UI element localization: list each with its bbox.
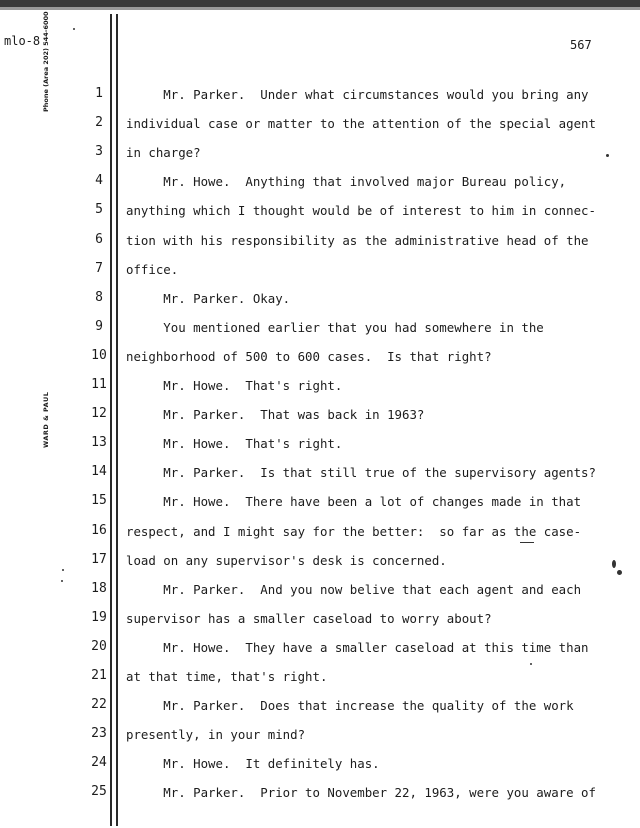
transcript-line: load on any supervisor's desk is concerned.	[126, 553, 447, 568]
line-number: 7	[95, 261, 103, 276]
transcript-line: anything which I thought would be of interest to him in connec-	[126, 203, 596, 218]
page-id: mlo-8	[4, 34, 41, 48]
transcript-line: Mr. Parker. Does that increase the quality of the work	[126, 698, 574, 713]
scan-top-edge	[0, 0, 640, 7]
line-number: 14	[91, 464, 107, 479]
transcript-line: Mr. Parker. Is that still true of the supervisory agents?	[126, 465, 596, 480]
transcript-line: at that time, that's right.	[126, 669, 328, 684]
line-number: 1	[95, 86, 103, 101]
line-number: 2	[95, 115, 103, 130]
transcript-line: individual case or matter to the attention of the special agent	[126, 116, 596, 131]
line-number: 8	[95, 290, 103, 305]
scan-speck	[73, 28, 75, 30]
line-number: 15	[91, 493, 107, 508]
line-number: 22	[91, 697, 107, 712]
transcript-line: Mr. Howe. It definitely has.	[126, 756, 380, 771]
line-number: 4	[95, 173, 103, 188]
line-number: 6	[95, 232, 103, 247]
line-number: 19	[91, 610, 107, 625]
transcript-line: Mr. Howe. That's right.	[126, 436, 343, 451]
transcript-line: Mr. Howe. That's right.	[126, 378, 343, 393]
line-number: 23	[91, 726, 107, 741]
line-number: 3	[95, 144, 103, 159]
line-number: 5	[95, 202, 103, 217]
scan-speck	[606, 154, 609, 157]
scan-speck	[62, 569, 64, 571]
line-number: 9	[95, 319, 103, 334]
line-number: 16	[91, 523, 107, 538]
transcript-line: Mr. Parker. Okay.	[126, 291, 291, 306]
transcript-line: You mentioned earlier that you had somewhere in the	[126, 320, 544, 335]
scan-speck	[612, 560, 616, 568]
line-number: 12	[91, 406, 107, 421]
scan-speck	[530, 663, 532, 665]
line-number: 25	[91, 784, 107, 799]
transcript-line: Mr. Howe. There have been a lot of changes made in that	[126, 494, 582, 509]
transcript-line: presently, in your mind?	[126, 727, 306, 742]
line-number: 13	[91, 435, 107, 450]
transcript-line: Mr. Parker. Under what circumstances would you bring any	[126, 87, 589, 102]
margin-phone: Phone (Area 202) 544-6000	[42, 11, 50, 112]
transcript-line: Mr. Howe. Anything that involved major Bureau policy,	[126, 174, 567, 189]
transcript-line: Mr. Parker. Prior to November 22, 1963, were you aware of	[126, 785, 596, 800]
margin-rule-right	[116, 14, 118, 826]
transcript-line: neighborhood of 500 to 600 cases. Is that right?	[126, 349, 492, 364]
transcript-line: respect, and I might say for the better: so far as the case-	[126, 524, 582, 539]
margin-firm: WARD & PAUL	[42, 391, 50, 448]
scan-dash	[520, 542, 534, 543]
page-number: 567	[570, 38, 592, 52]
scan-speck	[61, 580, 63, 582]
transcript-line: Mr. Howe. They have a smaller caseload at this time than	[126, 640, 589, 655]
line-number: 17	[91, 552, 107, 567]
line-number: 11	[91, 377, 107, 392]
transcript-line: Mr. Parker. And you now belive that each agent and each	[126, 582, 582, 597]
transcript-line: in charge?	[126, 145, 201, 160]
line-number: 10	[91, 348, 107, 363]
line-number: 21	[91, 668, 107, 683]
transcript-line: supervisor has a smaller caseload to worry about?	[126, 611, 492, 626]
transcript-line: tion with his responsibility as the administrative head of the	[126, 233, 589, 248]
line-number: 24	[91, 755, 107, 770]
transcript-line: Mr. Parker. That was back in 1963?	[126, 407, 425, 422]
scan-speck	[617, 570, 622, 575]
transcript-line: office.	[126, 262, 179, 277]
line-number: 18	[91, 581, 107, 596]
scan-top-edge-shadow	[0, 7, 640, 10]
line-number: 20	[91, 639, 107, 654]
